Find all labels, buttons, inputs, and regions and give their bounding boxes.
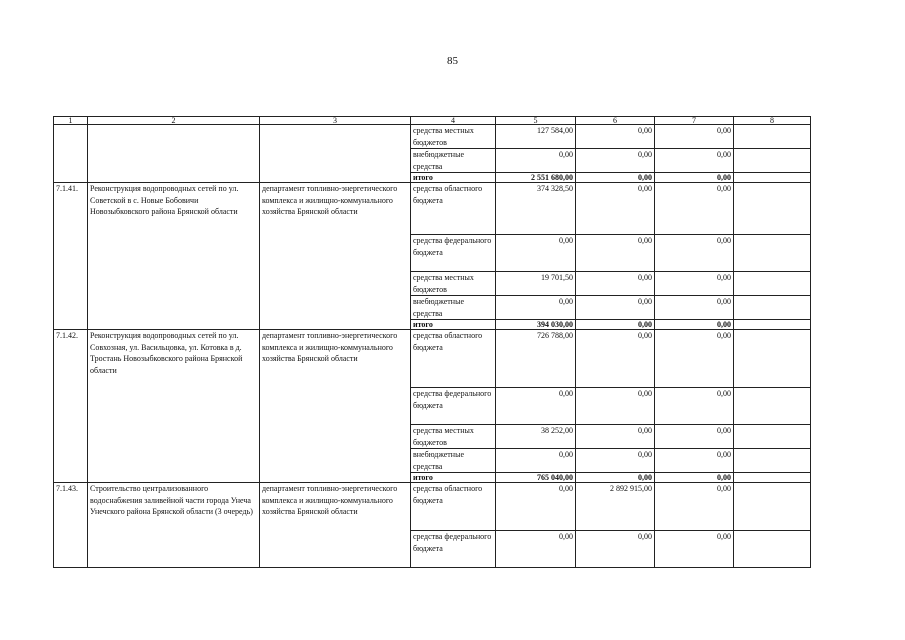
value-col5: 19 701,50 bbox=[496, 272, 576, 296]
value-col5: 0,00 bbox=[496, 388, 576, 425]
funding-source: средства федерального бюджета bbox=[411, 235, 496, 272]
value-col8 bbox=[734, 388, 811, 425]
value-col8 bbox=[734, 183, 811, 235]
value-col8 bbox=[734, 235, 811, 272]
page-number: 85 bbox=[447, 55, 458, 67]
value-col6: 0,00 bbox=[576, 272, 655, 296]
funding-source: итого bbox=[411, 473, 496, 483]
value-col6: 0,00 bbox=[576, 425, 655, 449]
value-col5: 0,00 bbox=[496, 235, 576, 272]
funding-source: внебюджетные средства bbox=[411, 149, 496, 173]
value-col7: 0,00 bbox=[655, 183, 734, 235]
executor-cell bbox=[260, 125, 411, 183]
value-col6: 0,00 bbox=[576, 125, 655, 149]
header-row bbox=[54, 117, 811, 125]
value-col8 bbox=[734, 272, 811, 296]
value-col5: 0,00 bbox=[496, 149, 576, 173]
value-col5: 0,00 bbox=[496, 449, 576, 473]
value-col7: 0,00 bbox=[655, 449, 734, 473]
value-col5: 726 788,00 bbox=[496, 330, 576, 388]
column-header: 1 bbox=[54, 117, 88, 125]
value-col6: 0,00 bbox=[576, 320, 655, 330]
value-col6: 0,00 bbox=[576, 183, 655, 235]
value-col6: 0,00 bbox=[576, 173, 655, 183]
value-col7: 0,00 bbox=[655, 388, 734, 425]
funding-source: средства областного бюджета bbox=[411, 183, 496, 235]
funding-source: итого bbox=[411, 320, 496, 330]
funding-source: средства местных бюджетов bbox=[411, 272, 496, 296]
value-col7: 0,00 bbox=[655, 235, 734, 272]
value-col7: 0,00 bbox=[655, 149, 734, 173]
value-col7: 0,00 bbox=[655, 320, 734, 330]
value-col6: 2 892 915,00 bbox=[576, 483, 655, 531]
value-col6: 0,00 bbox=[576, 149, 655, 173]
project-name-cell: Строительство централизованного водоснабжения заливейной части города Унеча Унечского района Брянской области (3 очередь) bbox=[88, 483, 260, 568]
value-col8 bbox=[734, 125, 811, 149]
executor-cell: департамент топливно-энергетического комплекса и жилищно-коммунального хозяйства Брянской области bbox=[260, 183, 411, 330]
value-col8 bbox=[734, 320, 811, 330]
code-cell: 7.1.42. bbox=[54, 330, 88, 483]
funding-source: средства областного бюджета bbox=[411, 330, 496, 388]
code-cell bbox=[54, 125, 88, 183]
value-col5: 127 584,00 bbox=[496, 125, 576, 149]
funding-source: средства федерального бюджета bbox=[411, 531, 496, 568]
value-col5: 0,00 bbox=[496, 483, 576, 531]
column-header: 8 bbox=[734, 117, 811, 125]
value-col6: 0,00 bbox=[576, 296, 655, 320]
value-col7: 0,00 bbox=[655, 425, 734, 449]
value-col8 bbox=[734, 531, 811, 568]
funding-source: средства местных бюджетов bbox=[411, 125, 496, 149]
funding-source: средства местных бюджетов bbox=[411, 425, 496, 449]
project-name-cell: Реконструкция водопроводных сетей по ул. Совхозная, ул. Васильцовка, ул. Котовка в д. Тростань Новозыбковского района Брянской области bbox=[88, 330, 260, 483]
value-col7: 0,00 bbox=[655, 531, 734, 568]
table-row bbox=[54, 330, 811, 388]
value-col8 bbox=[734, 449, 811, 473]
funding-source: итого bbox=[411, 173, 496, 183]
funding-source: внебюджетные средства bbox=[411, 449, 496, 473]
executor-cell: департамент топливно-энергетического комплекса и жилищно-коммунального хозяйства Брянской области bbox=[260, 483, 411, 568]
value-col8 bbox=[734, 473, 811, 483]
value-col5: 765 040,00 bbox=[496, 473, 576, 483]
funding-source: средства областного бюджета bbox=[411, 483, 496, 531]
value-col8 bbox=[734, 296, 811, 320]
value-col5: 374 328,50 bbox=[496, 183, 576, 235]
budget-table bbox=[53, 116, 811, 568]
column-header: 6 bbox=[576, 117, 655, 125]
value-col6: 0,00 bbox=[576, 388, 655, 425]
value-col6: 0,00 bbox=[576, 235, 655, 272]
funding-source: внебюджетные средства bbox=[411, 296, 496, 320]
value-col8 bbox=[734, 149, 811, 173]
project-name-cell bbox=[88, 125, 260, 183]
value-col7: 0,00 bbox=[655, 483, 734, 531]
column-header: 5 bbox=[496, 117, 576, 125]
value-col6: 0,00 bbox=[576, 531, 655, 568]
value-col5: 2 551 680,00 bbox=[496, 173, 576, 183]
table-row bbox=[54, 483, 811, 531]
column-header: 4 bbox=[411, 117, 496, 125]
value-col8 bbox=[734, 173, 811, 183]
value-col6: 0,00 bbox=[576, 473, 655, 483]
value-col5: 394 030,00 bbox=[496, 320, 576, 330]
project-name-cell: Реконструкция водопроводных сетей по ул. Советской в с. Новые Бобовичи Новозыбковского района Брянской области bbox=[88, 183, 260, 330]
value-col8 bbox=[734, 483, 811, 531]
value-col8 bbox=[734, 330, 811, 388]
value-col7: 0,00 bbox=[655, 473, 734, 483]
value-col8 bbox=[734, 425, 811, 449]
value-col7: 0,00 bbox=[655, 330, 734, 388]
column-header: 2 bbox=[88, 117, 260, 125]
value-col5: 0,00 bbox=[496, 296, 576, 320]
code-cell: 7.1.41. bbox=[54, 183, 88, 330]
column-header: 7 bbox=[655, 117, 734, 125]
value-col5: 0,00 bbox=[496, 531, 576, 568]
value-col6: 0,00 bbox=[576, 330, 655, 388]
executor-cell: департамент топливно-энергетического комплекса и жилищно-коммунального хозяйства Брянской области bbox=[260, 330, 411, 483]
table-row bbox=[54, 183, 811, 235]
funding-source: средства федерального бюджета bbox=[411, 388, 496, 425]
table-row bbox=[54, 125, 811, 149]
value-col7: 0,00 bbox=[655, 272, 734, 296]
column-header: 3 bbox=[260, 117, 411, 125]
value-col6: 0,00 bbox=[576, 449, 655, 473]
value-col7: 0,00 bbox=[655, 296, 734, 320]
code-cell: 7.1.43. bbox=[54, 483, 88, 568]
value-col7: 0,00 bbox=[655, 173, 734, 183]
value-col7: 0,00 bbox=[655, 125, 734, 149]
value-col5: 38 252,00 bbox=[496, 425, 576, 449]
